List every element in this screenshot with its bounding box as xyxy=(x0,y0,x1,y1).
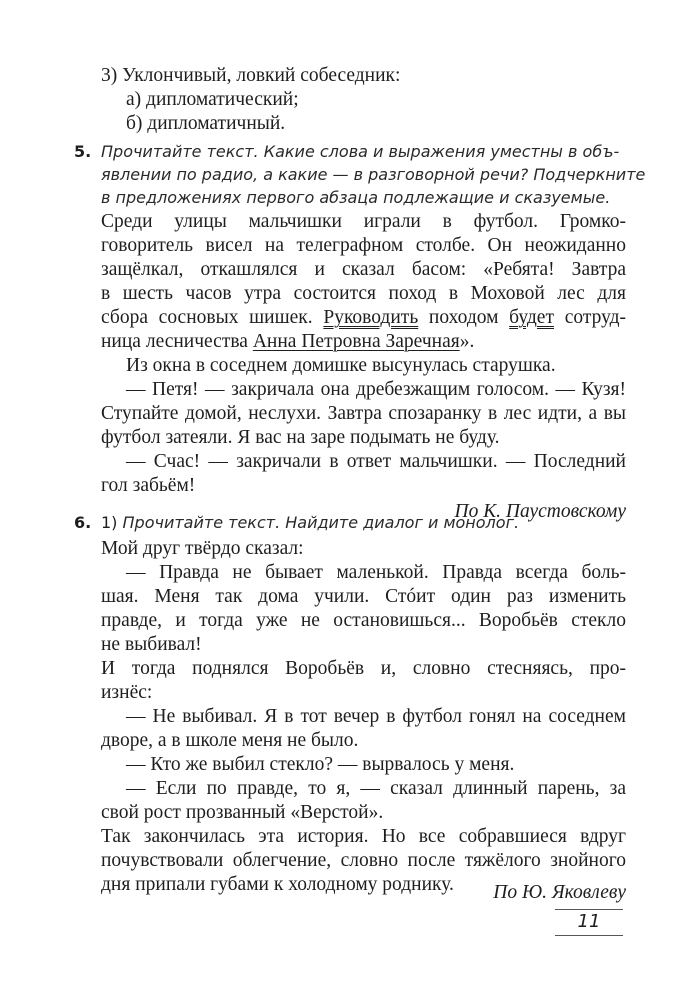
exercise-5-number: 5. xyxy=(74,142,92,161)
predicate-underlined: будет xyxy=(509,307,554,328)
option-a: а) дипломатический; xyxy=(126,89,299,110)
text-line: говоритель висел на телеграфном столбе. Он неожиданно xyxy=(101,235,626,256)
subject-underlined: Анна Петровна Заречная xyxy=(252,331,460,352)
text-fragment: походом xyxy=(428,307,499,328)
text-line: в шесть часов утра состоится поход в Моховой лес для xyxy=(101,283,626,304)
task-text: Прочитайте текст. Найдите диалог и монолог. xyxy=(122,513,520,532)
attribution: По К. Паустовскому xyxy=(454,501,626,522)
text-line: Мой друг твёрдо сказал: xyxy=(101,538,304,559)
page-number-rule-bottom xyxy=(555,935,623,936)
sub-number: 1) xyxy=(101,513,118,532)
text-line: — Кто же выбил стекло? — вырвалось у меня. xyxy=(126,754,515,775)
text-line: Из окна в соседнем домишке высунулась старушка. xyxy=(126,355,556,376)
option-b: б) дипломатичный. xyxy=(126,113,286,134)
text-line: Так закончилась эта история. Но все собравшиеся вдруг xyxy=(101,826,626,847)
text-line: дня припали губами к холодному роднику. xyxy=(101,874,454,895)
list-item-3: 3) Уклончивый, ловкий собеседник: xyxy=(101,65,401,86)
text-fragment: сбора сосновых шишек. xyxy=(101,307,313,328)
page-number: 11 xyxy=(577,911,601,932)
text-line: правде, и тогда уже не остановишься... Воробьёв стекло xyxy=(101,610,626,631)
text-line: защёлкал, откашлялся и сказал басом: «Ребята! Завтра xyxy=(101,259,626,280)
predicate-underlined: Руководить xyxy=(323,307,419,328)
text-line: — Счас! — закричали в ответ мальчишки. — Последний xyxy=(126,451,626,472)
attribution: По Ю. Яковлеву xyxy=(493,882,626,903)
text-line: дворе, а в школе меня не было. xyxy=(101,730,359,751)
text-line: шая. Меня так дома учили. Стóит один раз изменить xyxy=(101,586,626,607)
text-line: не выбивал! xyxy=(101,634,202,655)
exercise-5-task-line: явлении по радио, а какие — в разговорной речи? Подчеркните xyxy=(101,165,646,184)
text-line: футбол затеяли. Я вас на заре подымать не буду. xyxy=(101,427,500,448)
exercise-5-task-line: в предложениях первого абзаца подлежащие и сказуемые. xyxy=(101,188,611,207)
page-number-rule-top xyxy=(555,909,623,910)
text-line: — Не выбивал. Я в тот вечер в футбол гонял на соседнем xyxy=(126,706,626,727)
text-line-with-predicate xyxy=(101,306,626,330)
exercise-6-task xyxy=(101,511,626,535)
text-line: Среди улицы мальчишки играли в футбол. Громко- xyxy=(101,211,626,232)
text-line: свой рост прозванный «Верстой». xyxy=(101,802,384,823)
text-line: — Правда не бывает маленькой. Правда всегда боль- xyxy=(126,562,626,583)
text-line: изнёс: xyxy=(101,682,153,703)
exercise-5-task-line: Прочитайте текст. Какие слова и выражения уместны в объ- xyxy=(101,142,620,161)
text-line: — Петя! — закричала она дребезжащим голосом. — Кузя! xyxy=(126,379,626,400)
text-line-with-subject: ница лесничества Анна Петровна Заречная». xyxy=(101,331,475,352)
exercise-6-number: 6. xyxy=(74,513,92,532)
text-line: И тогда поднялся Воробьёв и, словно стесняясь, про- xyxy=(101,658,626,679)
text-line: почувствовали облегчение, словно после тяжёлого знойного xyxy=(101,850,626,871)
text-line: Ступайте домой, неслухи. Завтра спозаранку в лес идти, а вы xyxy=(101,403,626,424)
text-line: — Если по правде, то я, — сказал длинный парень, за xyxy=(126,778,626,799)
text-fragment: сотруд- xyxy=(564,307,627,328)
text-line: гол забьём! xyxy=(101,475,196,496)
